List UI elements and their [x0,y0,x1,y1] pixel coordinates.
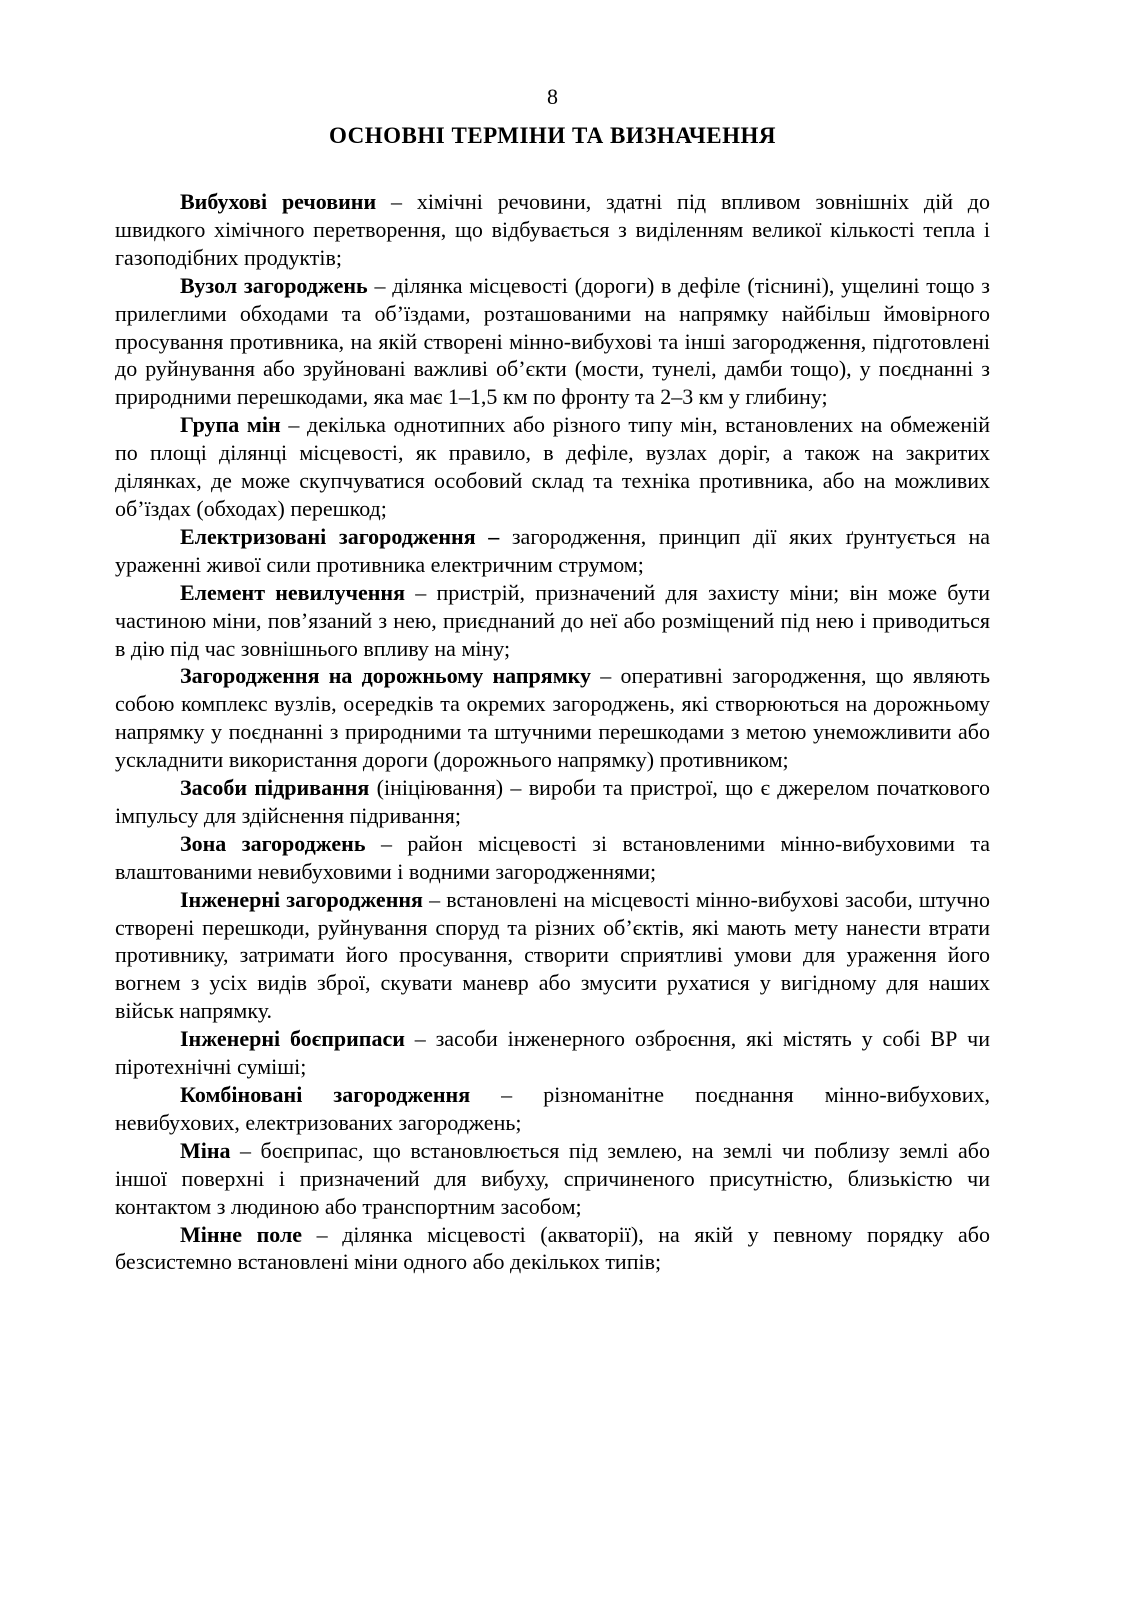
page-title: ОСНОВНІ ТЕРМІНИ ТА ВИЗНАЧЕННЯ [328,123,777,148]
definition-body: – засоби інженерного озброєння, які містять у собі ВР чи піротехнічні суміші; [115,1026,990,1080]
definition-paragraph [115,774,990,830]
definition-term: Загородження на дорожньому напрямку [180,663,592,689]
definition-paragraph [115,830,990,886]
definition-body: – оперативні загородження, що являють собою комплекс вузлів, осередків та окремих загороджень, які створюються на дорожньому напрямку у поєднанні з природними та штучними перешкодами з метою унеможливити або ускладнити використання дороги (дорожнього напрямку) противником; [115,663,990,773]
definition-paragraph [115,1221,990,1277]
definition-body: – боєприпас, що встановлюється під землею, на землі чи поблизу землі або іншої поверхні і призначений для вибуху, спричиненого присутністю, близькістю чи контактом з людиною або транспортним засобом; [115,1137,990,1219]
definition-body: – ділянка місцевості (дороги) в дефіле (тіснині), ущелині тощо з прилеглими обходами та об’їздами, розташованими на напрямку найбільш ймовірного просування противника, на якій створені мінно-вибухові та інші загородження, підготовлені до руйнування або зруйновані важливі об’єкти (мости, тунелі, дамби тощо), у поєднанні з природними перешкодами, яка має 1–1,5 км по фронту та 2–3 км у глибину; [115,272,990,410]
definition-body: – хімічні речовини, здатні під впливом зовнішніх дій до швидкого хімічного перетворення, що відбувається з виділенням великої кількості тепла і газоподібних продуктів; [115,189,991,270]
definition-term: Зона загороджень [180,830,366,856]
definition-paragraph [115,1025,990,1081]
definition-paragraph [115,662,990,774]
definition-term: Елемент невилучення [180,579,406,605]
definition-paragraph [115,523,990,579]
definition-paragraph [115,411,990,523]
definition-body: – ділянка місцевості (акваторії), на якій у певному порядку або безсистемно встановлені міни одного або декількох типів; [115,1221,990,1275]
definition-term: Інженерні загородження [180,886,423,912]
definition-term: Група мін [180,412,281,438]
definitions-list [115,188,990,1276]
definition-term: Вузол загороджень [180,272,368,298]
definition-paragraph [115,886,990,1026]
definition-term: Засоби підривання [180,775,370,801]
definition-term: Комбіновані загородження [180,1082,471,1107]
definition-term: Вибухові речовини [180,189,377,214]
definition-body: – встановлені на місцевості мінно-вибухові засоби, штучно створені перешкоди, руйнування споруд та різних об’єктів, які мають мету нанести втрати противнику, затримати його просування, створити сприятливі умови для ураження його вогнем з усіх видів зброї, скувати маневр або змусити рухатися у вигідному для наших військ напрямку. [115,886,990,1024]
definition-body: – декілька однотипних або різного типу мін, встановлених на обмеженій по площі ділянці місцевості, як правило, в дефіле, вузлах доріг, а також на закритих ділянках, де може скупчуватися особовий склад та техніка противника, або на можливих об’їздах (обходах) перешкод; [115,412,990,521]
definition-paragraph [115,1137,990,1221]
definition-paragraph [115,579,990,663]
definition-paragraph [115,272,990,412]
definition-paragraph [115,1081,990,1137]
page-number: 8 [547,84,558,109]
definition-term: Електризовані загородження – [180,523,500,549]
definition-paragraph [115,188,990,272]
definition-term: Мінне поле [180,1221,303,1247]
definition-body: загородження, принцип дії яких ґрунтується на ураженні живої сили противника електричним струмом; [115,523,990,577]
definition-body: – різноманітне поєднання мінно-вибухових, невибухових, електризованих загороджень; [115,1082,991,1135]
definition-body: (ініціювання) – вироби та пристрої, що є джерелом початкового імпульсу для здійснення підривання; [115,775,990,828]
definition-body: – пристрій, призначений для захисту міни; він може бути частиною міни, пов’язаний з нею, приєднаний до неї або розміщений під нею і приводиться в дію під час зовнішнього впливу на міну; [115,579,991,661]
definition-body: – район місцевості зі встановленими мінно-вибуховими та влаштованими невибуховими і водними загородженнями; [115,830,990,884]
definition-term: Міна [180,1137,231,1163]
definition-term: Інженерні боєприпаси [180,1026,405,1052]
